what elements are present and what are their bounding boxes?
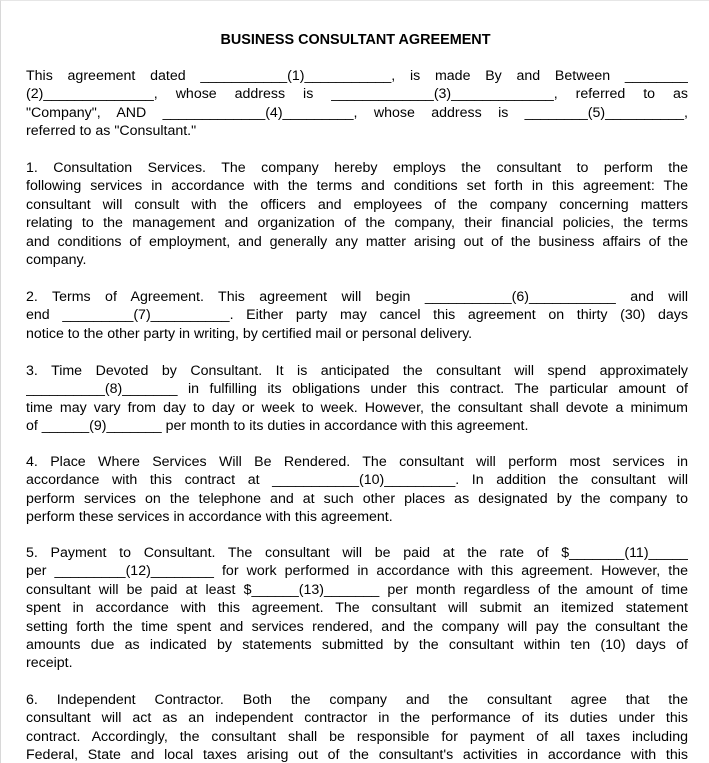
- section-payment: [26, 544, 688, 673]
- text-line: 3. Time Devoted by Consultant. It is anticipated the consultant will spend approximately: [26, 363, 688, 379]
- text-line: accordance with this contract at ___________(10)_________. In addition the consultant will: [26, 472, 688, 489]
- text-line: setting forth the time spent and services rendered, and the company will pay the consultant the: [26, 618, 688, 635]
- text-line: time may vary from day to day or week to week. However, the consultant shall devote a minimum: [26, 399, 688, 416]
- text-line: 1. Consultation Services. The company hereby employs the consultant to perform the: [26, 160, 688, 176]
- text-line: contract. Accordingly, the consultant shall be responsible for payment of all taxes including: [26, 728, 688, 745]
- document-title: BUSINESS CONSULTANT AGREEMENT: [220, 32, 491, 48]
- text-line: notice to the other party in writing, by certified mail or personal delivery.: [26, 325, 473, 342]
- text-line: 4. Place Where Services Will Be Rendered. The consultant will perform most services in: [26, 454, 688, 470]
- text-line: and conditions of employment, and generally any matter arising out of the business affairs of the: [26, 233, 688, 250]
- text-line: receipt.: [26, 655, 73, 672]
- text-line: perform services on the telephone and at such other places as designated by the company to: [26, 490, 688, 507]
- text-line: 6. Independent Contractor. Both the company and the consultant agree that the: [26, 692, 688, 708]
- section-terms-of-agreement: [26, 288, 688, 343]
- text-line: spent in accordance with this agreement. The consultant will submit an itemized statement: [26, 600, 688, 617]
- text-line: per _________(12)________ for work performed in accordance with this agreement. However, the: [26, 563, 688, 580]
- text-line: referred to as "Consultant.": [26, 123, 197, 140]
- text-line: consultant will be paid at least $______(13)_______ per month regardless of the amount of time: [26, 581, 688, 598]
- text-line: consultant will consult with the officers and employees of the company concerning matters: [26, 196, 688, 213]
- section-time-devoted: [26, 362, 688, 436]
- text-line: perform these services in accordance with this agreement.: [26, 509, 393, 526]
- preamble-paragraph: [26, 67, 688, 141]
- text-line: This agreement dated ___________(1)___________, is made By and Between ________: [26, 68, 688, 84]
- text-line: "Company", AND _____________(4)_________, whose address is ________(5)__________,: [26, 104, 688, 121]
- text-line: 2. Terms of Agreement. This agreement will begin ___________(6)___________ and will: [26, 289, 688, 305]
- text-line: 5. Payment to Consultant. The consultant will be paid at the rate of $_______(11)_____: [26, 545, 688, 561]
- text-line: (2)______________, whose address is _____________(3)_____________, referred to as: [26, 86, 688, 103]
- text-line: amounts due as indicated by statements submitted by the consultant within ten (10) days of: [26, 636, 688, 653]
- section-consultation-services: [26, 159, 688, 269]
- text-line: following services in accordance with the terms and conditions set forth in this agreement: The: [26, 178, 688, 195]
- text-line: of ______(9)_______ per month to its duties in accordance with this agreement.: [26, 418, 529, 435]
- section-independent-contractor: [26, 691, 688, 763]
- section-place-of-services: [26, 453, 688, 527]
- text-line: relating to the management and organization of the company, their financial policies, the terms: [26, 215, 688, 232]
- text-line: consultant will act as an independent contractor in the performance of its duties under this: [26, 710, 688, 727]
- text-line: end _________(7)__________. Either party may cancel this agreement on thirty (30) days: [26, 307, 688, 324]
- text-line: Federal, State and local taxes arising out of the consultant's activities in accordance with this: [26, 747, 688, 763]
- text-line: company.: [26, 251, 87, 268]
- text-line: __________(8)_______ in fulfilling its obligations under this contract. The particular amount of: [26, 381, 688, 398]
